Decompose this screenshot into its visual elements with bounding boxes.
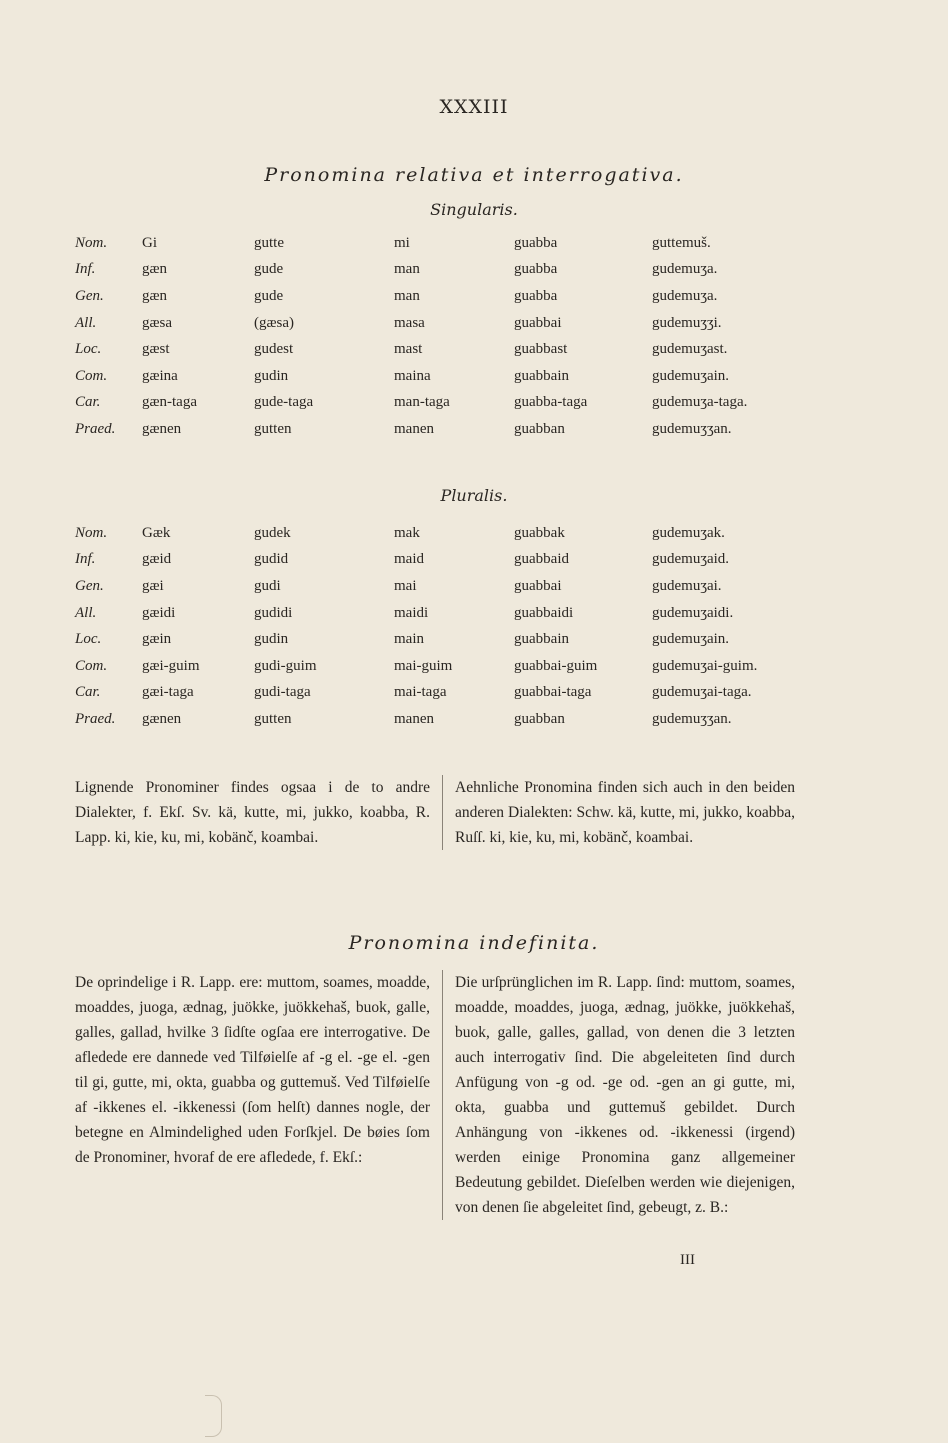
form-cell: gude <box>254 287 284 304</box>
form-cell: maidi <box>394 604 429 621</box>
case-label: Nom. <box>75 524 108 541</box>
case-label: Com. <box>75 657 108 674</box>
case-label: Car. <box>75 394 101 411</box>
form-cell: mi <box>394 234 410 251</box>
form-cell: gæi <box>142 577 164 594</box>
table-row <box>75 390 835 417</box>
form-cell: maina <box>394 367 431 384</box>
section-title-relativa: Pronomina relativa et interrogativa. <box>264 164 684 186</box>
form-cell: gæina <box>142 367 178 384</box>
form-cell: guabbaidi <box>514 604 574 621</box>
case-label: All. <box>75 604 97 621</box>
table-row <box>75 283 835 310</box>
form-cell: guabbai <box>514 314 562 331</box>
case-label: Gen. <box>75 577 104 594</box>
case-label: Gen. <box>75 287 104 304</box>
form-cell: gæn <box>142 261 168 278</box>
form-cell: guabbai-guim <box>514 657 598 674</box>
indefinita-columns <box>75 970 795 1220</box>
note-german: Aehnliche Pronomina finden sich auch in den beiden anderen Dialekten: Schw. kä, kutte, mi, jukko, koabba, Ruſſ. ki, kie, ku, mi, kobänč, koambai. <box>442 775 795 850</box>
form-cell: gæsa <box>142 314 172 331</box>
form-cell: gudi-guim <box>254 657 317 674</box>
form-cell: guabbai-taga <box>514 684 592 701</box>
form-cell: gudidi <box>254 604 293 621</box>
form-cell: gutten <box>254 420 292 437</box>
form-cell: gudemuʒaid. <box>652 551 730 568</box>
form-cell: gutten <box>254 710 292 727</box>
form-cell: Gæk <box>142 524 171 541</box>
form-cell: guabbak <box>514 524 565 541</box>
form-cell: gude <box>254 261 284 278</box>
form-cell: guabba-taga <box>514 394 588 411</box>
table-row <box>75 363 835 390</box>
form-cell: man <box>394 261 420 278</box>
singular-label: Singularis. <box>430 200 518 219</box>
plural-paradigm-table <box>75 520 835 733</box>
form-cell: gænen <box>142 710 182 727</box>
form-cell: gæid <box>142 551 172 568</box>
form-cell: gudemuʒain. <box>652 631 730 648</box>
table-row <box>75 547 835 574</box>
form-cell: guabbai <box>514 577 562 594</box>
form-cell: gudemuʒa. <box>652 287 718 304</box>
case-label: Com. <box>75 367 108 384</box>
form-cell: gæn <box>142 287 168 304</box>
form-cell: mast <box>394 341 423 358</box>
form-cell: gudemuʒai-taga. <box>652 684 752 701</box>
table-row <box>75 573 835 600</box>
case-label: All. <box>75 314 97 331</box>
section-title-indefinita: Pronomina indefinita. <box>348 932 600 954</box>
form-cell: gudemuʒaidi. <box>652 604 734 621</box>
form-cell: manen <box>394 420 434 437</box>
form-cell: guabban <box>514 420 565 437</box>
form-cell: gudemuʒʒan. <box>652 710 732 727</box>
indefinita-german: Die urſprünglichen im R. Lapp. ſind: muttom, soames, moadde, moaddes, juoga, ædnag, juökke, juökkehaš, buok, galle, galles, gallad, von denen die 3 letzten auch interrogativ ſind. Die abgeleiteten ſind durch Anfügung von -g od. -ge od. -gen an gi gutte, mi, okta, guabba und guttemuš gebildet. Durch Anhängung von -ikkenes od. -ikkenessi (irgend) werden einige Pronomina ganz allgemeiner Bedeutung gebildet. Dieſelben werden wie diejenigen, von denen ſie abgeleitet ſind, gebeugt, z. B.: <box>442 970 795 1220</box>
form-cell: gudek <box>254 524 291 541</box>
table-row <box>75 336 835 363</box>
indefinita-danish: De oprindelige i R. Lapp. ere: muttom, soames, moadde, moaddes, juoga, ædnag, juökke, juökkehaš, buok, galle, galles, gallad, hvilke 3 ſidſte ogſaa ere interrogative. De afledede ere dannede ved Tilføielſe af -g el. -ge el. -gen til gi, gutte, mi, okta, guabba og guttemuš. Ved Tilføielſe af -ikkenes el. -ikkenessi (ſom helſt) dannes nogle, der betegne en Almindelighed uden Forſkjel. De bøies ſom de Pronominer, hvoraf de ere afledede, f. Ekſ.: <box>75 974 430 1166</box>
form-cell: mak <box>394 524 420 541</box>
note-columns <box>75 775 795 850</box>
case-label: Inf. <box>75 551 96 568</box>
form-cell: gudemuʒak. <box>652 524 725 541</box>
case-label: Inf. <box>75 261 96 278</box>
form-cell: guttemuš. <box>652 234 711 251</box>
form-cell: man <box>394 287 420 304</box>
form-cell: gudemuʒai. <box>652 577 722 594</box>
form-cell: guabban <box>514 710 565 727</box>
table-row <box>75 257 835 284</box>
case-label: Loc. <box>75 631 102 648</box>
form-cell: masa <box>394 314 425 331</box>
case-label: Praed. <box>75 710 116 727</box>
signature-mark: III <box>680 1252 695 1268</box>
page-number: XXXIII <box>439 96 509 118</box>
form-cell: gudemuʒa. <box>652 261 718 278</box>
case-label: Nom. <box>75 234 108 251</box>
form-cell: guabba <box>514 234 558 251</box>
form-cell: gude-taga <box>254 394 314 411</box>
form-cell: gudemuʒʒan. <box>652 420 732 437</box>
form-cell: mai-taga <box>394 684 447 701</box>
table-row <box>75 706 835 733</box>
form-cell: guabba <box>514 287 558 304</box>
form-cell: gæn-taga <box>142 394 197 411</box>
table-row <box>75 680 835 707</box>
form-cell: gudid <box>254 551 289 568</box>
singular-paradigm-table <box>75 230 835 443</box>
form-cell: gæin <box>142 631 172 648</box>
case-label: Loc. <box>75 341 102 358</box>
form-cell: gæst <box>142 341 170 358</box>
case-label: Praed. <box>75 420 116 437</box>
table-row <box>75 310 835 337</box>
form-cell: manen <box>394 710 434 727</box>
form-cell: gudin <box>254 367 289 384</box>
form-cell: maid <box>394 551 424 568</box>
table-row <box>75 230 835 257</box>
form-cell: gudemuʒa-taga. <box>652 394 748 411</box>
form-cell: gudi-taga <box>254 684 311 701</box>
form-cell: gutte <box>254 234 284 251</box>
form-cell: gudi <box>254 577 281 594</box>
form-cell: gudest <box>254 341 294 358</box>
form-cell: guabbaid <box>514 551 569 568</box>
form-cell: main <box>394 631 424 648</box>
page-edge-tab <box>205 1395 222 1437</box>
form-cell: gudemuʒʒi. <box>652 314 722 331</box>
form-cell: guabba <box>514 261 558 278</box>
table-row <box>75 416 835 443</box>
form-cell: mai <box>394 577 417 594</box>
form-cell: gæidi <box>142 604 176 621</box>
form-cell: gænen <box>142 420 182 437</box>
form-cell: guabbast <box>514 341 568 358</box>
form-cell: (gæsa) <box>254 314 294 331</box>
form-cell: man-taga <box>394 394 450 411</box>
form-cell: gudemuʒast. <box>652 341 728 358</box>
form-cell: guabbain <box>514 631 569 648</box>
form-cell: gudemuʒain. <box>652 367 730 384</box>
form-cell: gæi-guim <box>142 657 200 674</box>
table-row <box>75 520 835 547</box>
form-cell: gæi-taga <box>142 684 194 701</box>
form-cell: gudin <box>254 631 289 648</box>
form-cell: gudemuʒai-guim. <box>652 657 758 674</box>
table-row <box>75 600 835 627</box>
table-row <box>75 653 835 680</box>
form-cell: guabbain <box>514 367 569 384</box>
case-label: Car. <box>75 684 101 701</box>
form-cell: mai-guim <box>394 657 453 674</box>
form-cell: Gi <box>142 234 157 251</box>
plural-label: Pluralis. <box>440 486 508 505</box>
note-danish: Lignende Pronominer findes ogsaa i de to andre Dialekter, f. Ekſ. Sv. kä, kutte, mi, jukko, koabba, R. Lapp. ki, kie, ku, mi, kobänč, koambai. <box>75 779 430 846</box>
table-row <box>75 626 835 653</box>
